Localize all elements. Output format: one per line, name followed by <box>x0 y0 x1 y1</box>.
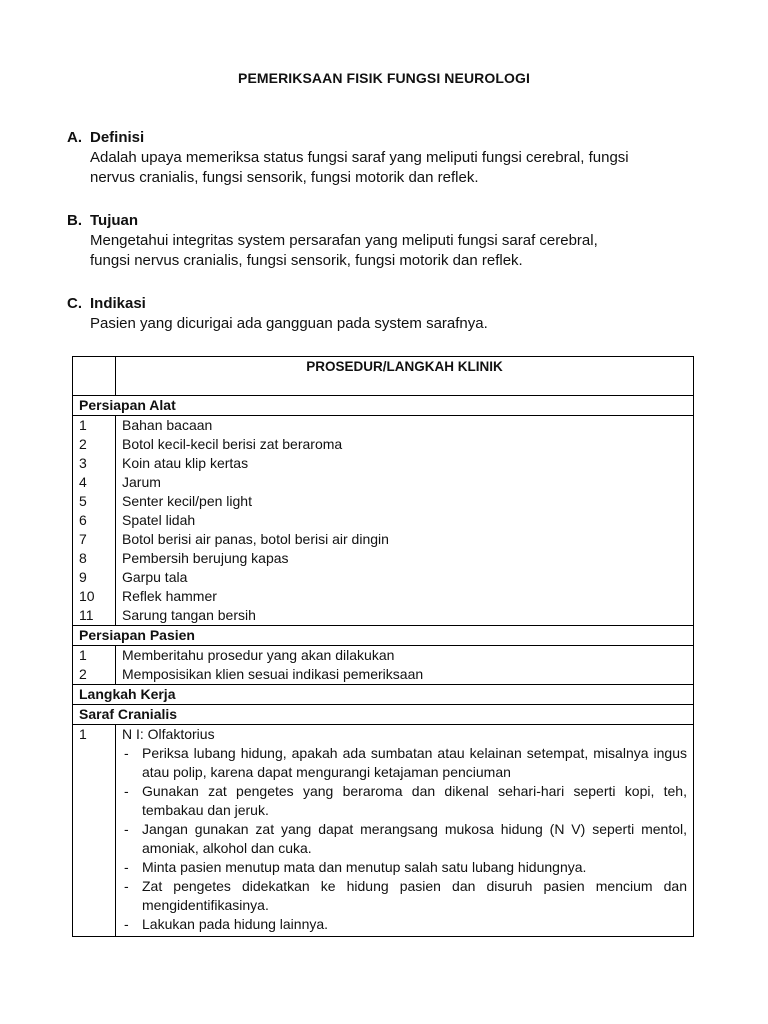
document-title: PEMERIKSAAN FISIK FUNGSI NEUROLOGI <box>238 70 530 86</box>
row-number: 5 <box>79 493 87 509</box>
list-item <box>122 820 687 858</box>
dash-marker: - <box>124 821 129 837</box>
step-title: N I: Olfaktorius <box>122 726 215 742</box>
row-number: 2 <box>79 666 87 682</box>
procedure-table <box>72 356 694 937</box>
list-item: Jarum <box>122 474 161 490</box>
list-item <box>122 744 687 782</box>
row-number: 1 <box>79 417 87 433</box>
header-blank-cell <box>73 357 116 396</box>
group-heading-langkah: Langkah Kerja <box>73 685 694 705</box>
section-text-line: nervus cranialis, fungsi sensorik, fungsi motorik dan reflek. <box>90 169 479 186</box>
list-item: Memposisikan klien sesuai indikasi pemeriksaan <box>122 666 424 682</box>
step-cell <box>116 725 694 937</box>
list-item <box>122 858 687 877</box>
table-row <box>73 416 694 626</box>
row-number: 3 <box>79 455 87 471</box>
list-item <box>122 877 687 915</box>
row-number: 6 <box>79 512 87 528</box>
bullet-text: Zat pengetes didekatkan ke hidung pasien dan disuruh pasien mencium dan mengidentifikasinya. <box>142 878 687 913</box>
group-heading-saraf: Saraf Cranialis <box>73 705 694 725</box>
section-letter: B. <box>67 212 82 229</box>
list-item: Koin atau klip kertas <box>122 455 249 471</box>
list-item: Pembersih berujung kapas <box>122 550 289 566</box>
section-definisi <box>67 128 707 188</box>
section-heading: Indikasi <box>90 295 146 312</box>
list-item: Sarung tangan bersih <box>122 607 256 623</box>
bullet-text: Minta pasien menutup mata dan menutup salah satu lubang hidungnya. <box>142 859 587 875</box>
list-item: Senter kecil/pen light <box>122 493 252 509</box>
list-item: Garpu tala <box>122 569 188 585</box>
group-heading-alat: Persiapan Alat <box>73 396 694 416</box>
dash-marker: - <box>124 878 129 894</box>
list-item: Spatel lidah <box>122 512 196 528</box>
row-number: 1 <box>79 726 87 742</box>
bullet-text: Lakukan pada hidung lainnya. <box>142 916 329 932</box>
group-row <box>73 396 694 416</box>
list-item <box>122 782 687 820</box>
group-heading-pasien: Persiapan Pasien <box>73 626 694 646</box>
group-row <box>73 685 694 705</box>
row-number: 1 <box>79 647 87 663</box>
dash-marker: - <box>124 859 129 875</box>
list-item: Botol berisi air panas, botol berisi air dingin <box>122 531 389 547</box>
list-item: Reflek hammer <box>122 588 217 604</box>
list-item: Memberitahu prosedur yang akan dilakukan <box>122 647 395 663</box>
section-text-line: Adalah upaya memeriksa status fungsi saraf yang meliputi fungsi cerebral, fungsi <box>90 149 629 166</box>
dash-marker: - <box>124 745 129 761</box>
table-row <box>73 646 694 685</box>
group-row <box>73 626 694 646</box>
section-text-line: Mengetahui integritas system persarafan yang meliputi fungsi saraf cerebral, <box>90 232 598 249</box>
table-header-row <box>73 357 694 396</box>
bullet-text: Gunakan zat pengetes yang beraroma dan dikenal sehari-hari seperti kopi, teh, tembakau dan jeruk. <box>142 783 687 818</box>
list-item <box>122 915 687 934</box>
items-cell <box>116 416 694 626</box>
row-number: 7 <box>79 531 87 547</box>
dash-marker: - <box>124 916 129 932</box>
dash-marker: - <box>124 783 129 799</box>
row-number: 10 <box>79 588 95 604</box>
section-letter: A. <box>67 129 82 146</box>
section-heading: Definisi <box>90 129 145 146</box>
row-number: 11 <box>79 607 94 623</box>
items-cell <box>116 646 694 685</box>
bullet-text: Periksa lubang hidung, apakah ada sumbatan atau kelainan setempat, misalnya ingus atau polip, karena dapat mengurangi ketajaman penciuman <box>142 745 687 780</box>
section-text-line: Pasien yang dicurigai ada gangguan pada system sarafnya. <box>90 315 488 332</box>
group-row <box>73 705 694 725</box>
table-header: PROSEDUR/LANGKAH KLINIK <box>116 357 694 396</box>
row-number: 4 <box>79 474 87 490</box>
section-text-line: fungsi nervus cranialis, fungsi sensorik, fungsi motorik dan reflek. <box>90 252 523 269</box>
number-cell <box>73 646 116 685</box>
bullet-text: Jangan gunakan zat yang dapat merangsang mukosa hidung (N V) seperti mentol, amoniak, alkohol dan cuka. <box>142 821 687 856</box>
list-item: Botol kecil-kecil berisi zat beraroma <box>122 436 343 452</box>
section-indikasi <box>67 294 707 334</box>
row-number: 2 <box>79 436 87 452</box>
number-cell <box>73 416 116 626</box>
row-number: 9 <box>79 569 87 585</box>
row-number: 8 <box>79 550 87 566</box>
table-row <box>73 725 694 937</box>
section-letter: C. <box>67 295 82 312</box>
section-tujuan <box>67 211 707 271</box>
section-heading: Tujuan <box>90 212 139 229</box>
number-cell <box>73 725 116 937</box>
list-item: Bahan bacaan <box>122 417 213 433</box>
